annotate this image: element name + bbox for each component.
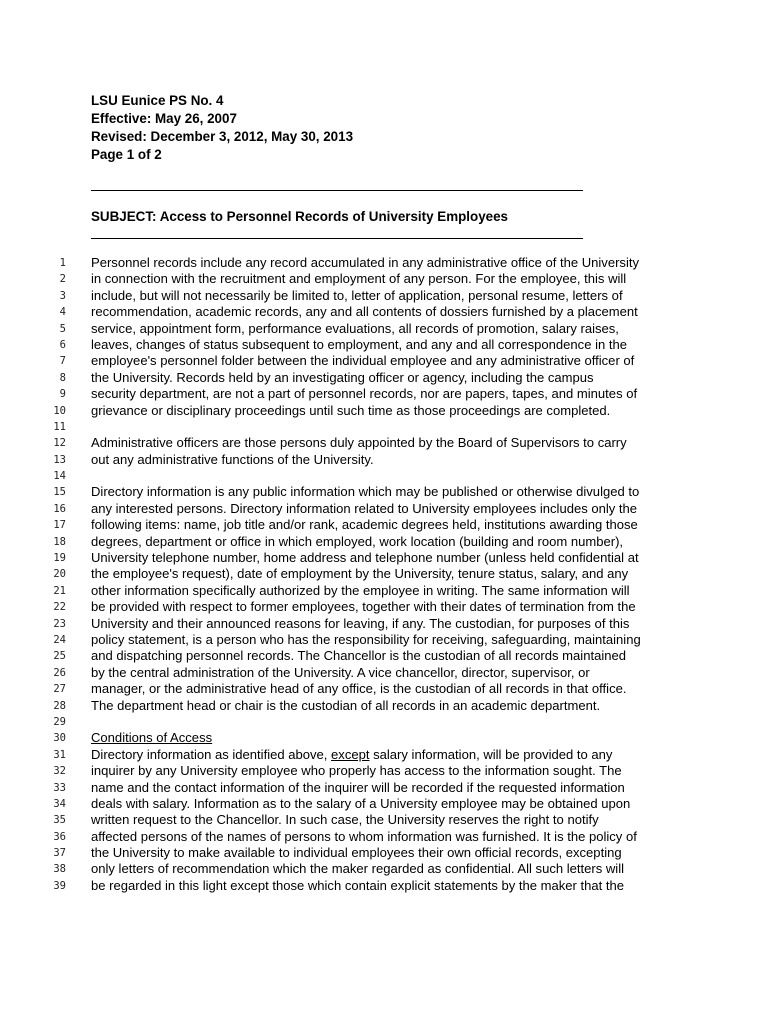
numbered-body-text (0, 255, 770, 894)
text-line (0, 566, 770, 582)
text-line (0, 829, 770, 845)
line-number: 14 (53, 470, 66, 483)
line-number: 28 (53, 699, 66, 712)
text-line (0, 812, 770, 828)
text-line (0, 484, 770, 500)
line-number: 24 (53, 633, 66, 646)
line-number: 37 (53, 847, 66, 860)
line-text: the University to make available to individual employees their own official records, excepting (91, 845, 622, 861)
effective-date: Effective: May 26, 2007 (91, 111, 237, 126)
text-line (0, 517, 770, 533)
line-text: inquirer by any University employee who properly has access to the information sought. The (91, 763, 622, 779)
text-line (0, 648, 770, 664)
section-heading-conditions-of-access: Conditions of Access (91, 730, 213, 746)
revised-dates: Revised: December 3, 2012, May 30, 2013 (91, 129, 354, 144)
line-number: 3 (59, 289, 66, 302)
text-line (0, 403, 770, 419)
line-number: 34 (53, 797, 66, 810)
underlined-word: except (331, 746, 370, 762)
line-number: 21 (53, 584, 66, 597)
line-number: 10 (53, 404, 66, 417)
line-text: following items: name, job title and/or rank, academic degrees held, institutions awarding those (91, 517, 638, 533)
text-line (0, 861, 770, 877)
line-number: 12 (53, 437, 66, 450)
text-line (0, 763, 770, 779)
page-indicator: Page 1 of 2 (91, 147, 162, 162)
line-text: deals with salary. Information as to the salary of a University employee may be obtained upon (91, 795, 631, 811)
text-line (0, 435, 770, 451)
line-number: 13 (53, 453, 66, 466)
text-line (0, 796, 770, 812)
document-header (91, 92, 353, 164)
text-line (0, 452, 770, 468)
text-line (0, 353, 770, 369)
text-line (0, 714, 770, 730)
text-line (0, 616, 770, 632)
line-text: policy statement, is a person who has the responsibility for receiving, safeguarding, maintaining (91, 631, 641, 647)
text-line (0, 550, 770, 566)
line-number: 32 (53, 765, 66, 778)
line-text: University telephone number, home address and telephone number (unless held confidential at (91, 550, 639, 566)
text-line (0, 304, 770, 320)
line-text: other information specifically authorized by the employee in writing. The same information will (91, 582, 630, 598)
text-line (0, 255, 770, 271)
text-line (0, 370, 770, 386)
line-number: 22 (53, 601, 66, 614)
line-text: affected persons of the names of persons to whom information was furnished. It is the policy of (91, 828, 637, 844)
text-line (0, 681, 770, 697)
line-number: 11 (53, 420, 66, 433)
line-text: recommendation, academic records, any and all contents of dossiers furnished by a placement (91, 304, 638, 320)
line-number: 16 (53, 502, 66, 515)
line-text: manager, or the administrative head of any office, is the custodian of all records in that office. (91, 681, 627, 697)
line-number: 1 (59, 257, 66, 269)
line-text: and dispatching personnel records. The Chancellor is the custodian of all records maintained (91, 648, 626, 664)
text-line (0, 419, 770, 435)
text-line (0, 780, 770, 796)
text-line (0, 730, 770, 746)
line-number: 20 (53, 568, 66, 581)
text-line (0, 386, 770, 402)
line-text: in connection with the recruitment and employment of any person. For the employee, this will (91, 271, 627, 287)
text-line (0, 747, 770, 763)
line-text: Personnel records include any record accumulated in any administrative office of the University (91, 255, 640, 270)
line-text: degrees, department or office in which employed, work location (building and room number), (91, 533, 624, 549)
line-text: the University. Records held by an investigating officer or agency, including the campus (91, 369, 594, 385)
line-text: Administrative officers are those persons duly appointed by the Board of Supervisors to carry (91, 435, 627, 451)
text-line (0, 271, 770, 287)
line-number: 29 (53, 715, 66, 728)
line-number: 15 (53, 486, 66, 499)
line-text (91, 747, 612, 763)
line-text: Directory information is any public information which may be published or otherwise divulged to (91, 484, 640, 500)
text-line (0, 337, 770, 353)
line-number: 38 (53, 863, 66, 876)
text-line (0, 468, 770, 484)
line-text-segment: salary information, will be provided to any (369, 746, 613, 762)
line-text: employee's personnel folder between the individual employee and any administrative officer of (91, 353, 635, 369)
line-number: 4 (59, 306, 66, 319)
line-number: 31 (53, 748, 66, 761)
line-number: 2 (59, 273, 66, 286)
line-text: written request to the Chancellor. In such case, the University reserves the right to notify (91, 812, 599, 828)
line-text: name and the contact information of the inquirer will be recorded if the requested information (91, 779, 625, 795)
line-number: 7 (59, 355, 66, 368)
text-line (0, 599, 770, 615)
line-text: by the central administration of the University. A vice chancellor, director, supervisor, or (91, 664, 590, 680)
line-text: leaves, changes of status subsequent to employment, and any and all correspondence in the (91, 336, 627, 352)
line-number: 19 (53, 552, 66, 565)
line-number: 17 (53, 519, 66, 532)
line-number: 30 (53, 732, 66, 745)
line-text: include, but will not necessarily be limited to, letter of application, personal resume, letters of (91, 287, 623, 303)
line-number: 25 (53, 650, 66, 663)
line-number: 5 (59, 322, 66, 335)
line-text-segment: Directory information as identified above, (91, 746, 332, 762)
line-number: 9 (59, 388, 66, 401)
line-text: only letters of recommendation which the maker regarded as confidential. All such letters will (91, 861, 625, 877)
text-line (0, 665, 770, 681)
text-line (0, 845, 770, 861)
line-text: the employee's request), date of employment by the University, tenure status, salary, and any (91, 566, 629, 582)
policy-number: LSU Eunice PS No. 4 (91, 93, 224, 108)
line-number: 39 (53, 879, 66, 892)
text-line (0, 321, 770, 337)
line-number: 18 (53, 535, 66, 548)
line-number: 23 (53, 617, 66, 630)
line-text: service, appointment form, performance evaluations, all records of promotion, salary raises, (91, 320, 619, 336)
line-number: 36 (53, 830, 66, 843)
top-divider (91, 190, 583, 191)
text-line (0, 534, 770, 550)
line-number: 27 (53, 683, 66, 696)
line-text: be provided with respect to former employees, together with their dates of termination from the (91, 599, 636, 615)
line-number: 8 (59, 371, 66, 384)
line-text: out any administrative functions of the University. (91, 451, 374, 467)
text-line (0, 583, 770, 599)
subject-divider (91, 238, 583, 239)
line-number: 35 (53, 814, 66, 827)
line-text: grievance or disciplinary proceedings until such time as those proceedings are completed. (91, 402, 611, 418)
text-line (0, 632, 770, 648)
line-text: be regarded in this light except those which contain explicit statements by the maker that the (91, 877, 625, 893)
line-text: The department head or chair is the custodian of all records in an academic department. (91, 697, 601, 713)
subject-heading: SUBJECT: Access to Personnel Records of University Employees (91, 209, 508, 224)
text-line (0, 878, 770, 894)
line-number: 6 (59, 338, 66, 351)
line-text: University and their announced reasons for leaving, if any. The custodian, for purposes of this (91, 615, 630, 631)
line-text: security department, are not a part of personnel records, nor are papers, tapes, and minutes of (91, 386, 638, 402)
text-line (0, 288, 770, 304)
line-number: 33 (53, 781, 66, 794)
line-text: any interested persons. Directory information related to University employees includes only the (91, 500, 638, 516)
text-line (0, 501, 770, 517)
line-number: 26 (53, 666, 66, 679)
text-line (0, 698, 770, 714)
